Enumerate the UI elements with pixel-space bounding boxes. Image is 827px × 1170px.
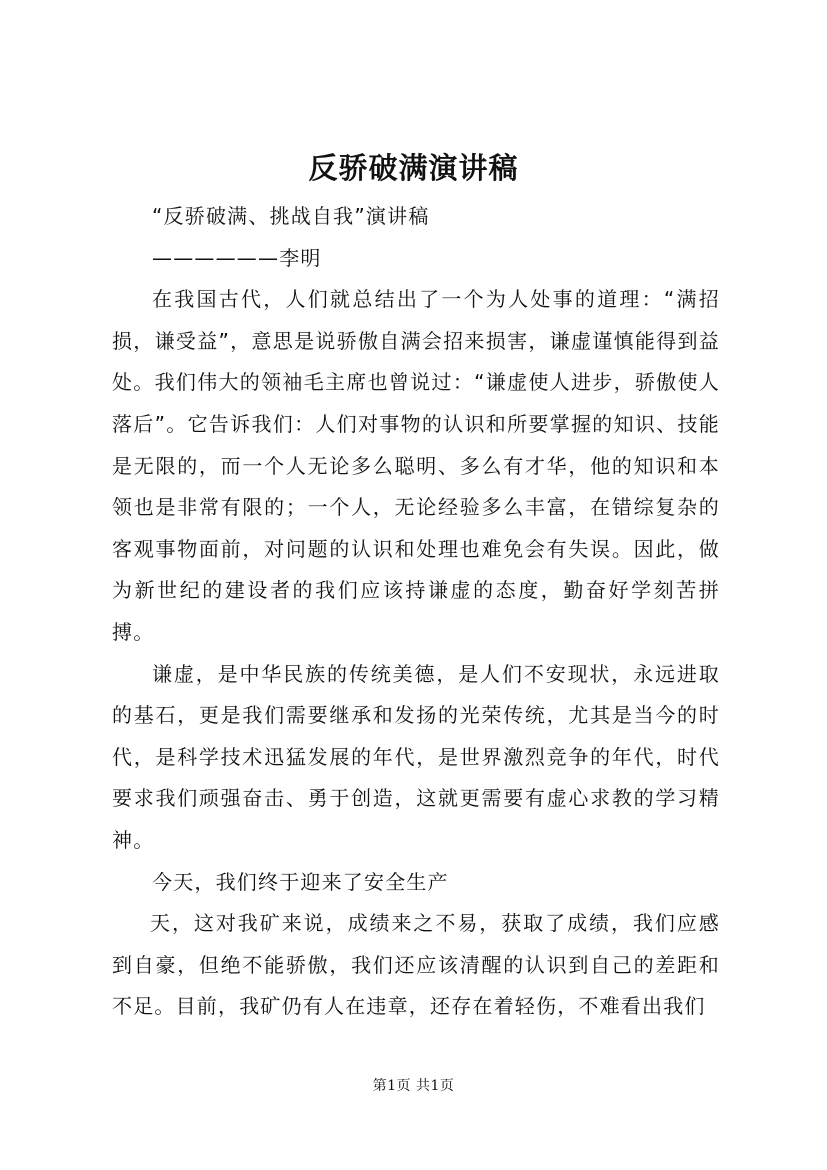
document-title: 反骄破满演讲稿 [308, 151, 519, 185]
author-line: ——————李明 [152, 245, 322, 270]
paragraph-1: 在我国古代，人们就总结出了一个为人处事的道理：“满招损，谦受益”，意思是说骄傲自满会招来损害，谦虚谨慎能得到益处。我们伟大的领袖毛主席也曾说过：“谦虚使人进步，骄傲使人落后”。它告诉我们：人们对事物的认识和所要掌握的知识、技能是无限的，而一个人无论多么聪明、多么有才华，他的知识和本领也是非常有限的；一个人，无论经验多么丰富，在错综复杂的客观事物面前，对问题的认识和处理也难免会有失误。因此，做为新世纪的建设者的我们应该持谦虚的态度，勤奋好学刻苦拼搏。 [112, 287, 720, 644]
document-body [112, 196, 720, 1028]
paragraph-3: 今天，我们终于迎来了安全生产 [152, 869, 449, 894]
paragraph-4: 天，这对我矿来说，成绩来之不易，获取了成绩，我们应感到自豪，但绝不能骄傲，我们还应该清醒的认识到自己的差距和不足。目前，我矿仍有人在违章，还存在着轻伤，不难看出我们 [112, 911, 720, 1019]
paragraph-2: 谦虚，是中华民族的传统美德，是人们不安现状，永远进取的基石，更是我们需要继承和发扬的光荣传统，尤其是当今的时代，是科学技术迅猛发展的年代，是世界激烈竞争的年代，时代要求我们顽强奋击、勇于创造，这就更需要有虚心求教的学习精神。 [112, 661, 720, 852]
subtitle-line: “反骄破满、挑战自我”演讲稿 [152, 204, 430, 228]
page-number-footer: 第1页 共1页 [372, 1078, 455, 1094]
